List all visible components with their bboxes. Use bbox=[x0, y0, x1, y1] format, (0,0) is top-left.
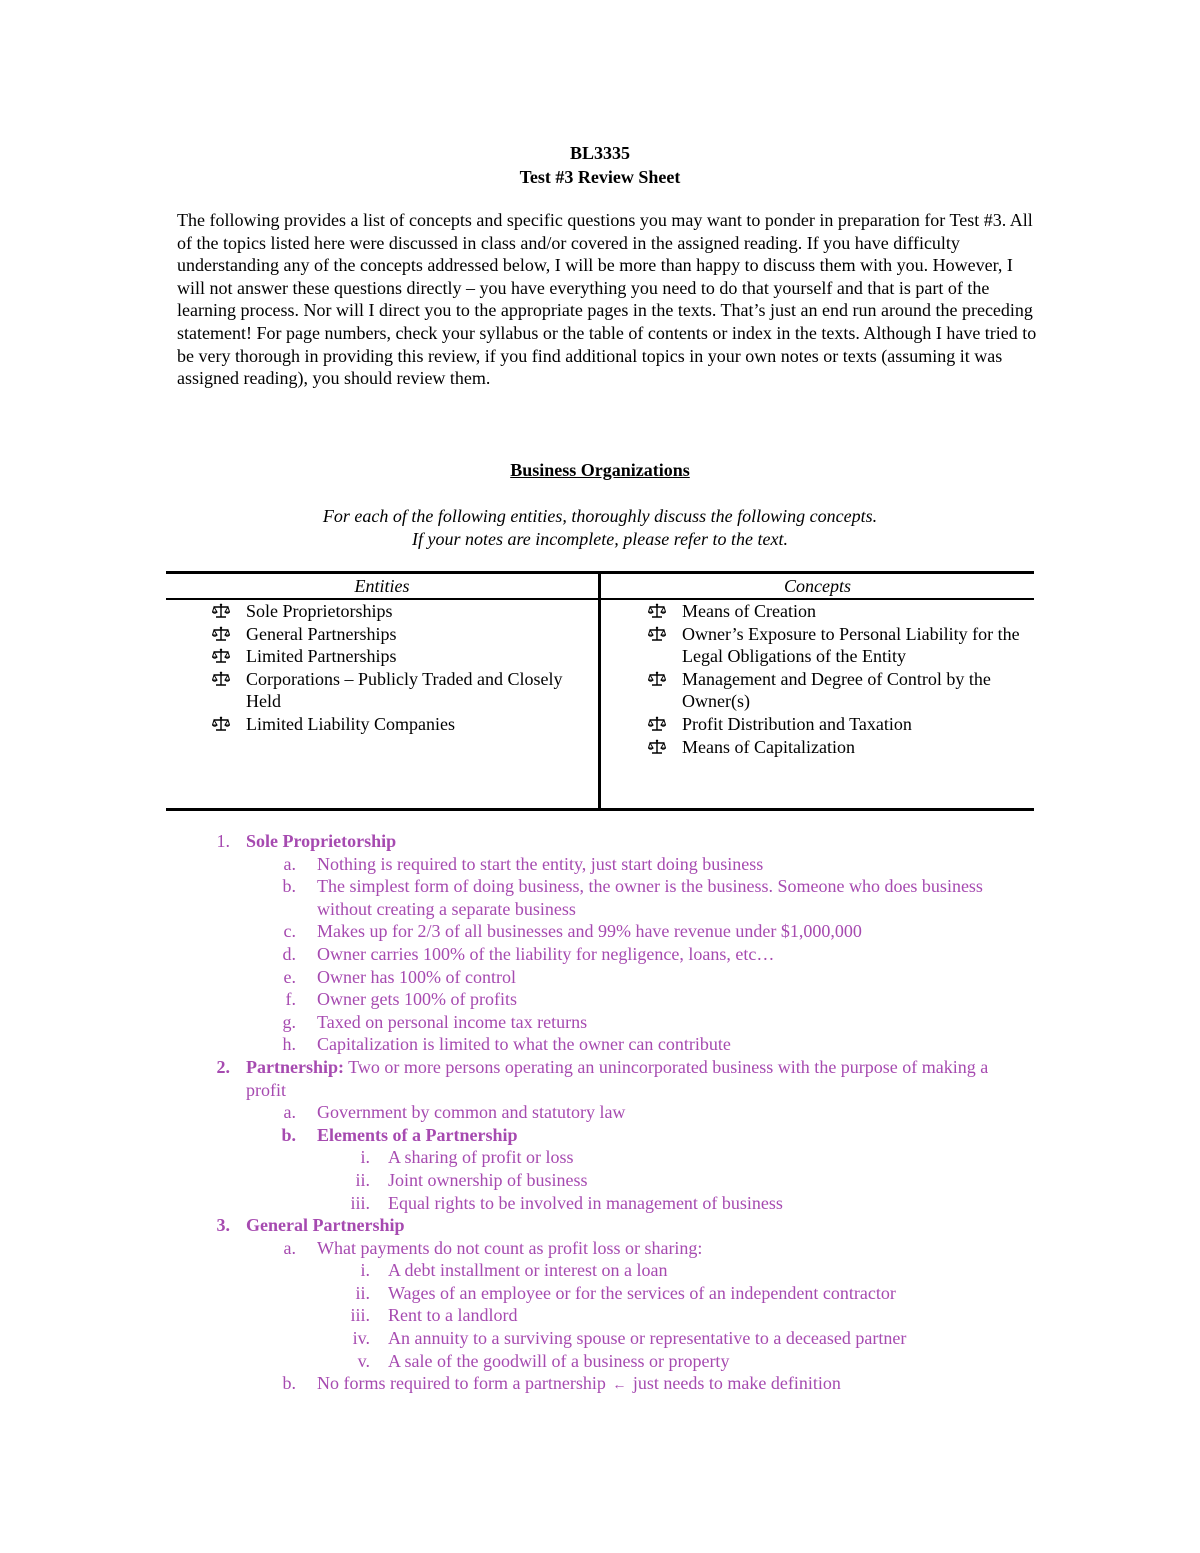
outline-subitem-text: Joint ownership of business bbox=[388, 1169, 588, 1190]
outline-subitem-text: Owner has 100% of control bbox=[317, 966, 516, 987]
scale-icon bbox=[212, 626, 230, 642]
outline-letter: a. bbox=[283, 1237, 296, 1258]
subitem-text-before: No forms required to form a partnership bbox=[317, 1373, 611, 1394]
partnership-elements-list bbox=[0, 1146, 1200, 1214]
outline-item-2-text bbox=[246, 1056, 996, 1101]
outline-subitem-text: Equal rights to be involved in management of business bbox=[388, 1192, 783, 1213]
concept-item-label: Management and Degree of Control by the Owner(s) bbox=[682, 668, 991, 712]
outline-item-3 bbox=[0, 1214, 1200, 1237]
outline-marker: h. bbox=[282, 1034, 296, 1055]
scale-icon bbox=[648, 739, 666, 755]
outline-marker: i. bbox=[360, 1147, 370, 1168]
scale-icon bbox=[648, 671, 666, 687]
entity-item bbox=[166, 668, 598, 713]
instruction-line-2: If your notes are incomplete, please refer to the text. bbox=[411, 528, 789, 549]
outline-subitem bbox=[0, 988, 1200, 1011]
excluded-payments-list bbox=[0, 1259, 1200, 1372]
outline-subitem-text: Wages of an employee or for the services of an independent contractor bbox=[388, 1282, 896, 1303]
outline-marker: a. bbox=[283, 853, 296, 874]
scale-icon bbox=[212, 671, 230, 687]
entities-header: Entities bbox=[354, 576, 410, 596]
concepts-header: Concepts bbox=[784, 576, 851, 596]
outline-item-1-subitems bbox=[0, 853, 1200, 1056]
outline-letter: a. bbox=[283, 1102, 296, 1123]
outline-marker: i. bbox=[360, 1260, 370, 1281]
outline-subitem bbox=[0, 1124, 1200, 1147]
entity-item bbox=[166, 623, 598, 646]
outline-marker: b. bbox=[282, 876, 296, 897]
outline-number: 1. bbox=[216, 831, 230, 851]
outline-subitem bbox=[0, 1372, 1200, 1398]
concept-item bbox=[601, 623, 1034, 668]
left-arrow-icon: ← bbox=[612, 1378, 627, 1394]
scale-icon bbox=[648, 716, 666, 732]
outline-subitem bbox=[0, 1192, 1200, 1215]
entities-column bbox=[166, 574, 598, 736]
entity-item bbox=[166, 645, 598, 668]
outline-subitem-text: What payments do not count as profit loss or sharing: bbox=[317, 1237, 703, 1258]
concepts-column bbox=[601, 574, 1034, 758]
concept-item-label: Profit Distribution and Taxation bbox=[682, 713, 912, 734]
outline-number: 2. bbox=[216, 1056, 230, 1077]
outline-marker: e. bbox=[283, 966, 296, 987]
outline-title-colon: : bbox=[338, 1056, 344, 1077]
entity-item-label: Sole Proprietorships bbox=[246, 601, 393, 621]
instruction-line-1: For each of the following entities, thoroughly discuss the following concepts. bbox=[322, 506, 878, 526]
outline-marker: iii. bbox=[350, 1192, 370, 1213]
entity-item bbox=[166, 713, 598, 736]
course-code: BL3335 bbox=[569, 143, 630, 163]
outline-marker: ii. bbox=[355, 1282, 370, 1303]
scale-icon bbox=[212, 716, 230, 732]
outline-marker: ii. bbox=[355, 1169, 370, 1190]
outline-subitem-text: A debt installment or interest on a loan bbox=[388, 1260, 668, 1281]
outline-subitem-text: The simplest form of doing business, the owner is the business. Someone who does business without creating a separate business bbox=[317, 876, 983, 919]
entity-item-label: General Partnerships bbox=[246, 623, 397, 644]
outline-marker: v. bbox=[357, 1350, 370, 1371]
outline-subitem-text: Owner carries 100% of the liability for negligence, loans, etc… bbox=[317, 943, 775, 964]
outline-subitem bbox=[0, 875, 1200, 920]
outline-title: Partnership bbox=[246, 1056, 338, 1077]
outline-description: Two or more persons operating an unincorporated business with the purpose of making a profit bbox=[246, 1056, 989, 1100]
entity-item-label: Corporations – Publicly Traded and Closely Held bbox=[246, 668, 563, 712]
section-heading: Business Organizations bbox=[510, 460, 690, 480]
outline-marker: iv. bbox=[352, 1328, 370, 1349]
scale-icon bbox=[648, 626, 666, 642]
outline-subitem-text: Owner gets 100% of profits bbox=[317, 989, 517, 1010]
concept-item-label: Means of Capitalization bbox=[682, 736, 855, 757]
outline-item-2 bbox=[0, 1056, 1200, 1101]
scale-icon bbox=[212, 648, 230, 664]
outline-marker: iii. bbox=[350, 1305, 370, 1326]
outline-subitem bbox=[0, 1101, 1200, 1124]
outline-marker: f. bbox=[285, 989, 296, 1010]
outline-item-1 bbox=[0, 830, 1200, 853]
outline-subitem bbox=[0, 1327, 1200, 1350]
outline-subitem-text: Capitalization is limited to what the owner can contribute bbox=[317, 1034, 731, 1055]
outline-subitem-text: Rent to a landlord bbox=[388, 1305, 518, 1326]
outline-subitem-text: Government by common and statutory law bbox=[317, 1102, 626, 1123]
outline-subitem bbox=[0, 1350, 1200, 1373]
outline bbox=[0, 830, 1200, 1398]
scale-icon bbox=[648, 603, 666, 619]
concepts-list bbox=[601, 600, 1034, 758]
outline-subitem bbox=[0, 1237, 1200, 1260]
outline-subitem bbox=[0, 853, 1200, 876]
outline-subitem-text: A sale of the goodwill of a business or property bbox=[388, 1350, 730, 1371]
outline-subitem-text: Taxed on personal income tax returns bbox=[317, 1011, 588, 1032]
intro-paragraph: The following provides a list of concepts and specific questions you may want to ponder in preparation for Test #3. All of the topics listed here were discussed in class and/or covered in the assigned reading. If you have difficulty understanding any of the concepts addressed below, I will be more than happy to discuss them with you. However, I will not answer these questions directly – you have everything you need to do that yourself and that is part of the learning process. Nor will I direct you to the appropriate pages in the texts. That’s just an end run around the preceding statement! For page numbers, check your syllabus or the table of contents or index in the texts. Although I have tried to be very thorough in providing this review, if you find additional topics in your own notes or texts (assuming it was assigned reading), you should review them. bbox=[177, 210, 1037, 389]
document-title: Test #3 Review Sheet bbox=[519, 167, 681, 187]
outline-subitem bbox=[0, 1146, 1200, 1169]
outline-marker: d. bbox=[282, 943, 296, 964]
entity-item-label: Limited Partnerships bbox=[246, 646, 397, 667]
concept-item bbox=[601, 713, 1034, 736]
topics-table bbox=[166, 571, 1034, 811]
outline-subitem bbox=[0, 920, 1200, 943]
outline-marker: c. bbox=[283, 921, 296, 942]
outline-number: 3. bbox=[216, 1215, 230, 1236]
outline-marker: g. bbox=[282, 1011, 296, 1032]
outline-subitem bbox=[0, 966, 1200, 989]
outline-title: Sole Proprietorship bbox=[246, 831, 397, 851]
entity-item-label: Limited Liability Companies bbox=[246, 713, 455, 734]
outline-subitem-text: Makes up for 2/3 of all businesses and 99% have revenue under $1,000,000 bbox=[317, 921, 862, 942]
outline-subitem bbox=[0, 1169, 1200, 1192]
entities-list bbox=[166, 600, 598, 736]
outline-subitem bbox=[0, 1304, 1200, 1327]
concept-item bbox=[601, 668, 1034, 713]
outline-subitem bbox=[0, 1033, 1200, 1056]
concept-item bbox=[601, 600, 1034, 623]
outline-subitem bbox=[0, 943, 1200, 966]
outline-title: General Partnership bbox=[246, 1215, 405, 1236]
outline-letter: b. bbox=[282, 1373, 296, 1394]
concept-item-label: Owner’s Exposure to Personal Liability for the Legal Obligations of the Entity bbox=[682, 623, 1020, 667]
title-block bbox=[0, 141, 1200, 189]
outline-subitem-text bbox=[317, 1372, 997, 1398]
outline-subitem-text: An annuity to a surviving spouse or representative to a deceased partner bbox=[388, 1328, 907, 1349]
concept-item-label: Means of Creation bbox=[682, 601, 816, 621]
outline-subitem-text: Elements of a Partnership bbox=[317, 1124, 518, 1145]
outline-letter: b. bbox=[281, 1124, 296, 1145]
entity-item bbox=[166, 600, 598, 623]
subitem-text-after: just needs to make definition bbox=[628, 1373, 841, 1394]
scale-icon bbox=[212, 603, 230, 619]
concept-item bbox=[601, 736, 1034, 759]
outline-subitem bbox=[0, 1011, 1200, 1034]
outline-subitem-text: Nothing is required to start the entity, just start doing business bbox=[317, 853, 764, 874]
outline-subitem-text: A sharing of profit or loss bbox=[388, 1147, 574, 1168]
outline-subitem bbox=[0, 1259, 1200, 1282]
outline-subitem bbox=[0, 1282, 1200, 1305]
section-instructions bbox=[0, 505, 1200, 550]
